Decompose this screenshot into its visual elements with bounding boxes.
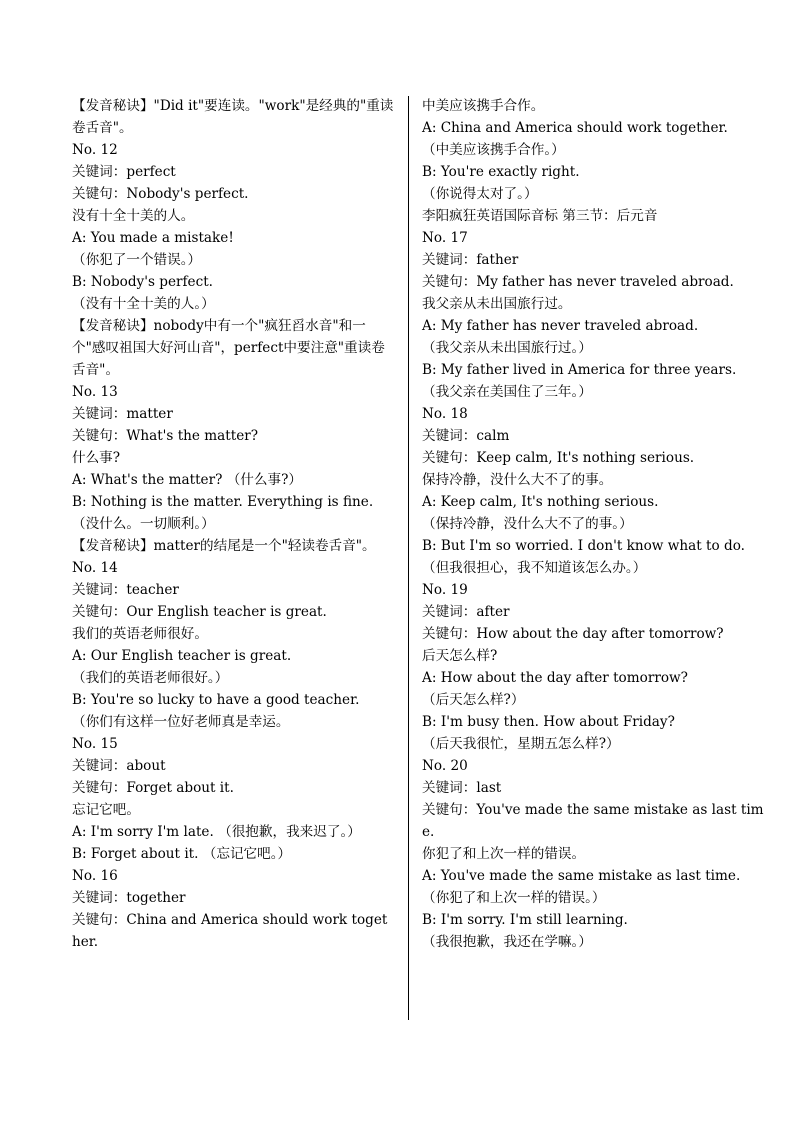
text-line: 关键词：perfect [72,164,176,180]
text-line: 关键词：together [72,890,186,906]
text-line: 【发音秘诀】matter的结尾是一个"轻读卷舌音"。 [72,538,376,554]
text-line: （保持冷静，没什么大不了的事。） [422,516,633,532]
text-line: 关键句：Our English teacher is great. [72,604,327,620]
text-line: 中美应该携手合作。 [422,98,545,114]
text-line: No. 20 [422,758,468,774]
text-line: A: Our English teacher is great. [72,648,292,664]
text-line: 没有十全十美的人。 [72,208,195,224]
text-line: No. 17 [422,230,468,246]
text-line: A: My father has never traveled abroad. [422,318,699,334]
text-line: 关键词：father [422,252,519,268]
text-line: 【发音秘诀】"Did it"要连读。"work"是经典的"重读卷舌音"。 [72,98,394,136]
text-line: No. 16 [72,868,118,884]
text-line: 关键词：teacher [72,582,179,598]
column-divider [408,96,409,1020]
text-line: （没什么。一切顺利。） [72,516,215,532]
text-line: 关键句：What's the matter? [72,428,259,444]
right-column [422,95,767,953]
text-line: B: Forget about it. （忘记它吧。） [72,846,292,862]
text-line: A: China and America should work together. [422,120,728,136]
text-line: 我们的英语老师很好。 [72,626,208,642]
text-line: 关键句：Nobody's perfect. [72,186,249,202]
left-column [72,95,394,953]
text-line: （没有十全十美的人。） [72,296,215,312]
text-line: No. 12 [72,142,118,158]
text-line: 你犯了和上次一样的错误。 [422,846,586,862]
text-line: B: Nothing is the matter. Everything is fine. [72,494,374,510]
text-line: No. 13 [72,384,118,400]
text-line: B: You're exactly right. [422,164,580,180]
text-line: No. 14 [72,560,118,576]
text-line: No. 15 [72,736,118,752]
text-line: 关键句：China and America should work together. [72,912,388,950]
text-line: B: You're so lucky to have a good teacher. [72,692,360,708]
text-line: （我父亲在美国住了三年。） [422,384,592,400]
text-line: （你犯了一个错误。） [72,252,202,268]
text-line: A: I'm sorry I'm late. （很抱歉，我来迟了。） [72,824,361,840]
text-line: 关键词：calm [422,428,510,444]
text-line: 关键词：last [422,780,502,796]
text-line: A: You've made the same mistake as last time. [422,868,741,884]
text-line: （后天我很忙，星期五怎么样?） [422,736,620,752]
text-line: A: You made a mistake! [72,230,234,246]
text-line: 关键词：about [72,758,166,774]
text-line: 关键词：after [422,604,510,620]
text-line: A: What's the matter? （什么事?） [72,472,302,488]
text-line: 关键句：Forget about it. [72,780,234,796]
text-line: B: Nobody's perfect. [72,274,213,290]
text-line: （我很抱歉，我还在学嘛。） [422,934,592,950]
text-line: A: Keep calm, It's nothing serious. [422,494,659,510]
text-line: 忘记它吧。 [72,802,140,818]
text-line: 保持冷静，没什么大不了的事。 [422,472,613,488]
text-line: A: How about the day after tomorrow? [422,670,688,686]
text-line: 我父亲从未出国旅行过。 [422,296,572,312]
text-line: 李阳疯狂英语国际音标 第三节：后元音 [422,208,658,224]
text-line: （你犯了和上次一样的错误。） [422,890,606,906]
text-line: 什么事? [72,450,121,466]
text-line: B: My father lived in America for three years. [422,362,737,378]
text-line: 关键句：Keep calm, It's nothing serious. [422,450,695,466]
text-line: 关键词：matter [72,406,173,422]
text-line: （后天怎么样?） [422,692,525,708]
text-line: 关键句：You've made the same mistake as last time. [422,802,764,840]
text-line: 关键句：How about the day after tomorrow? [422,626,724,642]
text-line: No. 18 [422,406,468,422]
text-line: （你们有这样一位好老师真是幸运。 [72,714,290,730]
text-line: B: I'm sorry. I'm still learning. [422,912,628,928]
text-line: （但我很担心，我不知道该怎么办。） [422,560,647,576]
text-line: B: I'm busy then. How about Friday? [422,714,675,730]
text-line: 【发音秘诀】nobody中有一个"疯狂舀水音"和一个"感叹祖国大好河山音"，perfect中要注意"重读卷舌音"。 [72,318,385,378]
text-line: No. 19 [422,582,468,598]
text-line: （我们的英语老师很好。） [72,670,229,686]
text-line: 关键句：My father has never traveled abroad. [422,274,734,290]
text-line: （我父亲从未出国旅行过。） [422,340,592,356]
text-line: 后天怎么样? [422,648,498,664]
text-line: （你说得太对了。） [422,186,538,202]
text-line: （中美应该携手合作。） [422,142,565,158]
text-line: B: But I'm so worried. I don't know what to do. [422,538,745,554]
